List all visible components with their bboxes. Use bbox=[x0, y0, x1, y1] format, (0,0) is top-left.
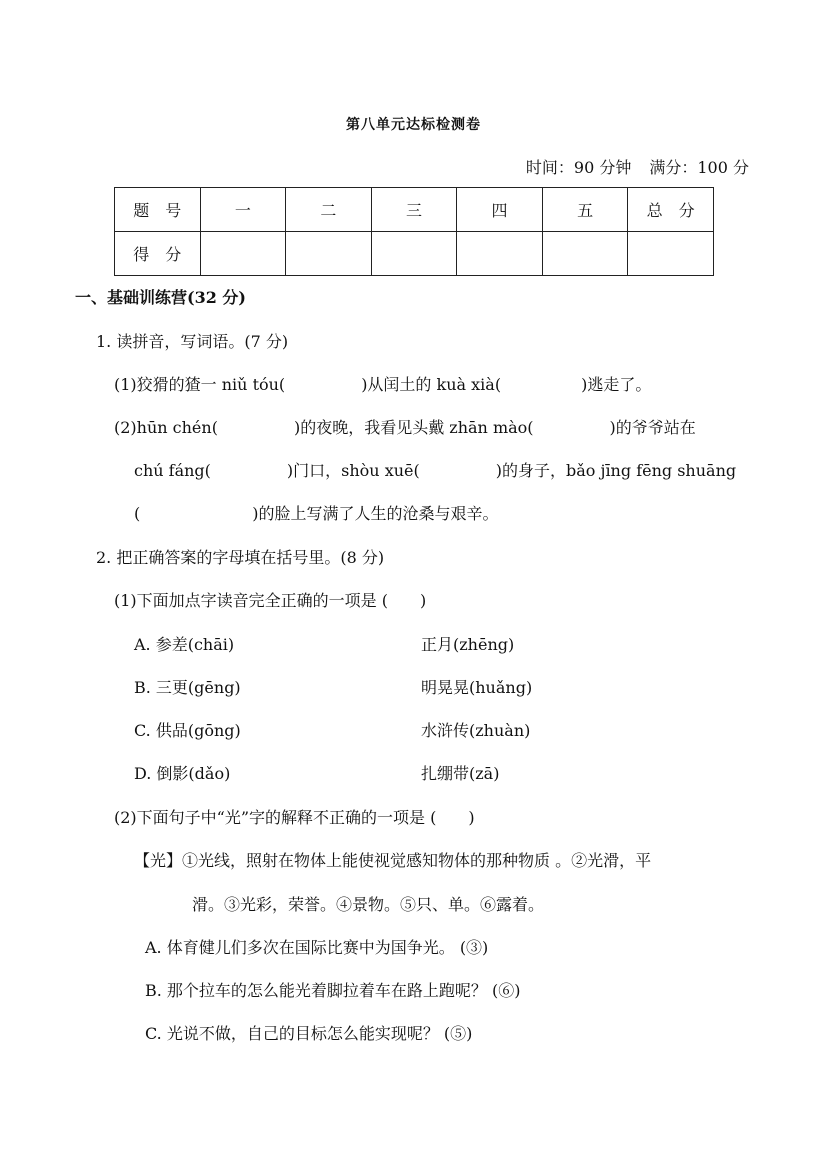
question-1-line-4 bbox=[134, 504, 499, 524]
header-cell-4: 四 bbox=[457, 188, 543, 232]
question-1-line-1 bbox=[114, 375, 651, 395]
page-title: 第八单元达标检测卷 bbox=[346, 117, 481, 133]
q1-line3-part-c: )的身子，bǎo jīng fēng shuāng bbox=[495, 461, 737, 480]
q2-part1-option-d-left[interactable]: D. 倒影(dǎo) bbox=[134, 764, 231, 783]
header-cell-2: 二 bbox=[286, 188, 372, 232]
q2-part2-option-a[interactable]: A. 体育健儿们多次在国际比赛中为国争光。 (③) bbox=[145, 938, 489, 957]
q2-part1-option-c-right: 水浒传(zhuàn) bbox=[421, 721, 531, 740]
time-limit: 时间：90 分钟 bbox=[525, 158, 632, 177]
header-cell-1: 一 bbox=[200, 188, 286, 232]
q1-line4-part-b: )的脸上写满了人生的沧桑与艰辛。 bbox=[252, 504, 499, 523]
section-1-heading: 一、基础训练营(32 分) bbox=[75, 288, 246, 307]
definition-line-2: 滑。③光彩，荣誉。④景物。⑤只、单。⑥露着。 bbox=[192, 895, 545, 914]
definition-line-1: 【光】①光线，照射在物体上能使视觉感知物体的那种物质 。②光滑，平 bbox=[134, 851, 652, 870]
question-2-stem: 2. 把正确答案的字母填在括号里。(8 分) bbox=[96, 548, 385, 567]
score-cell-total[interactable] bbox=[628, 232, 714, 276]
q2-part1-option-b-right: 明晃晃(huǎng) bbox=[421, 678, 533, 697]
q1-line1-part-c: )逃走了。 bbox=[581, 375, 652, 394]
q1-line2-part-c: )的爷爷站在 bbox=[609, 418, 696, 437]
header-cell-5: 五 bbox=[542, 188, 628, 232]
score-cell-4[interactable] bbox=[457, 232, 543, 276]
score-table bbox=[114, 187, 714, 276]
q2-part2-option-b[interactable]: B. 那个拉车的怎么能光着脚拉着车在路上跑呢？ (⑥) bbox=[145, 981, 521, 1000]
score-table-score-row bbox=[115, 232, 714, 276]
header-cell-3: 三 bbox=[371, 188, 457, 232]
score-row-label: 得 分 bbox=[115, 232, 201, 276]
question-1-line-2 bbox=[114, 418, 696, 438]
q1-line3-part-a: chú fáng( bbox=[134, 461, 211, 480]
full-score: 满分：100 分 bbox=[649, 158, 749, 177]
header-cell-total: 总 分 bbox=[628, 188, 714, 232]
question-2-part-1-prompt: (1)下面加点字读音完全正确的一项是 ( ) bbox=[114, 591, 427, 610]
q1-line2-part-a: (2)hūn chén( bbox=[114, 418, 218, 437]
question-1-stem: 1. 读拼音，写词语。(7 分) bbox=[96, 332, 289, 351]
score-cell-1[interactable] bbox=[200, 232, 286, 276]
header-cell-label: 题 号 bbox=[115, 188, 201, 232]
score-table-header-row bbox=[115, 188, 714, 232]
q2-part1-option-d-right: 扎绷带(zā) bbox=[421, 764, 500, 783]
q1-line1-part-b: )从闰土的 kuà xià( bbox=[361, 375, 502, 394]
q1-line2-part-b: )的夜晚，我看见头戴 zhān mào( bbox=[293, 418, 534, 437]
q1-line1-part-a: (1)狡猾的猹一 niǔ tóu( bbox=[114, 375, 286, 394]
score-cell-2[interactable] bbox=[286, 232, 372, 276]
q2-part1-option-b-left[interactable]: B. 三更(gēng) bbox=[134, 678, 241, 697]
q2-part1-option-c-left[interactable]: C. 供品(gōng) bbox=[134, 721, 241, 740]
exam-meta bbox=[526, 155, 749, 178]
q1-line3-part-b: )门口，shòu xuē( bbox=[286, 461, 420, 480]
question-2-part-2-prompt: (2)下面句子中“光”字的解释不正确的一项是 ( ) bbox=[114, 808, 475, 827]
q2-part2-option-c[interactable]: C. 光说不做，自己的目标怎么能实现呢？ (⑤) bbox=[145, 1024, 473, 1043]
question-1-line-3 bbox=[134, 461, 736, 481]
q2-part1-option-a-left[interactable]: A. 参差(chāi) bbox=[134, 635, 235, 654]
score-cell-5[interactable] bbox=[542, 232, 628, 276]
q1-line4-part-a: ( bbox=[134, 504, 141, 523]
score-cell-3[interactable] bbox=[371, 232, 457, 276]
q2-part1-option-a-right: 正月(zhēng) bbox=[421, 635, 515, 654]
